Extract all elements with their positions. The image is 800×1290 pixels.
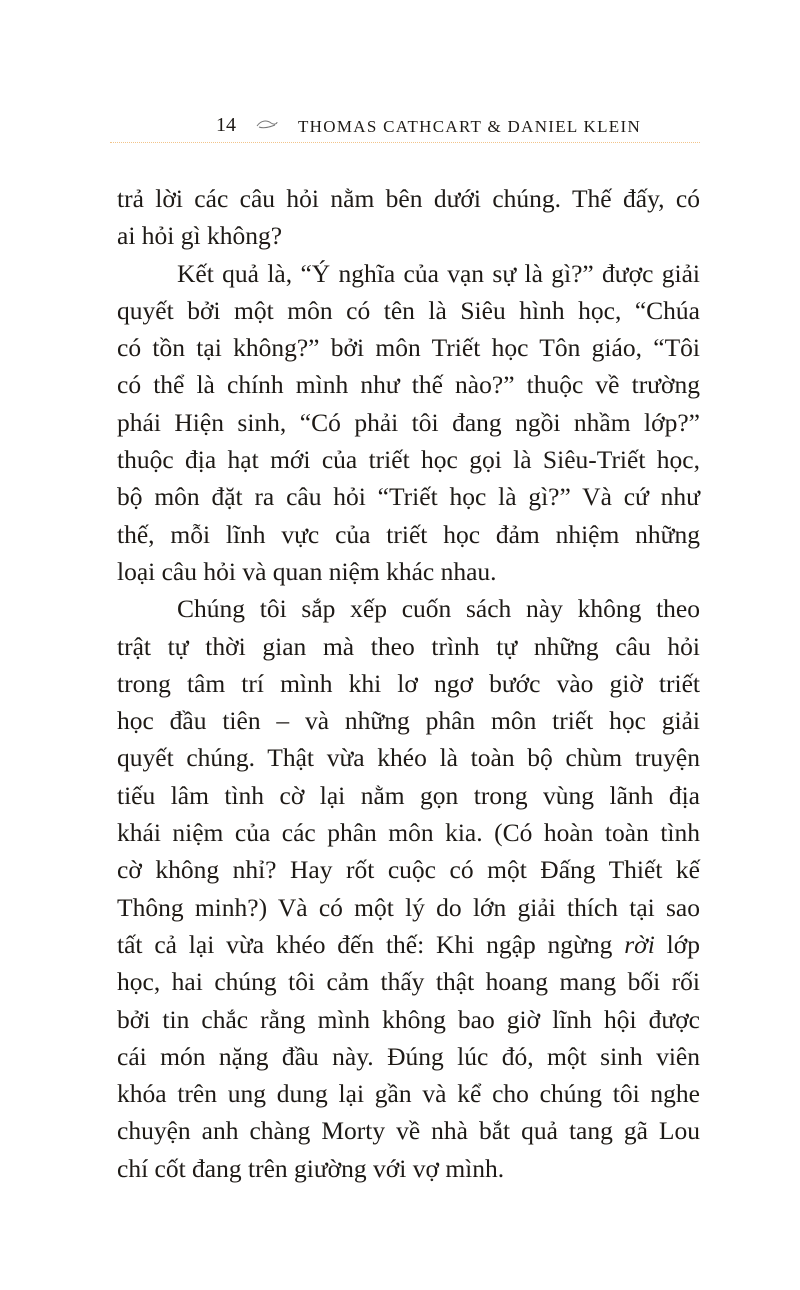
text-line: phái Hiện sinh, “Có phải tôi đang ngồi nhầm lớp?” [117,407,700,437]
paragraph [117,590,700,1187]
text-line: thế, mỗi lĩnh vực của triết học đảm nhiệm những [117,519,700,549]
text-line: trong tâm trí mình khi lơ ngơ bước vào giờ triết [117,668,700,698]
text-line: chuyện anh chàng Morty về nhà bắt quả tang gã Lou [117,1116,700,1146]
text-line: Thông minh?) Và có một lý do lớn giải thích tại sao [117,892,700,922]
text-line: quyết bởi một môn có tên là Siêu hình học, “Chúa [117,295,700,325]
text-line: cờ không nhỉ? Hay rốt cuộc có một Đấng Thiết kế [117,855,700,885]
text-line: chí cốt đang trên giường với vợ mình. [117,1153,505,1183]
text-line: quyết chúng. Thật vừa khéo là toàn bộ chùm truyện [117,743,700,773]
text-line: bởi tin chắc rằng mình không bao giờ lĩnh hội được [117,1004,700,1034]
text-line: thuộc địa hạt mới của triết học gọi là Siêu-Triết học, [117,445,700,475]
running-title: THOMAS CATHCART & DANIEL KLEIN [298,117,642,136]
text-line: Chúng tôi sắp xếp cuốn sách này không theo [177,594,700,624]
text-line: có tồn tại không?” bởi môn Triết học Tôn giáo, “Tôi [117,333,700,363]
text-line: tiếu lâm tình cờ lại nằm gọn trong vùng lãnh địa [117,780,700,810]
text-line: trật tự thời gian mà theo trình tự những câu hỏi [117,631,700,661]
body-text [117,180,700,1187]
italic-word: rời [624,929,655,959]
text-line: khóa trên ung dung lại gần và kể cho chúng tôi nghe [117,1079,700,1109]
text-line: cái món nặng đầu này. Đúng lúc đó, một sinh viên [117,1041,700,1071]
text-line: học, hai chúng tôi cảm thấy thật hoang mang bối rối [117,967,700,997]
text-line: tất cả lại vừa khéo đến thế: Khi ngập ngừng rời lớp [117,929,700,959]
text-line: loại câu hỏi và quan niệm khác nhau. [117,556,497,586]
text-line: có thể là chính mình như thế nào?” thuộc về trường [117,370,700,400]
paragraph [117,180,700,255]
running-header [110,114,700,143]
text-line: ai hỏi gì không? [117,221,283,251]
text-line: bộ môn đặt ra câu hỏi “Triết học là gì?” Và cứ như [117,482,700,512]
page-number: 14 [216,114,236,136]
paragraph [117,255,700,591]
text-line: học đầu tiên – và những phân môn triết học giải [117,706,700,736]
text-line: Kết quả là, “Ý nghĩa của vạn sự là gì?” được giải [177,258,700,288]
text-line: khái niệm của các phân môn kia. (Có hoàn toàn tình [117,818,700,848]
ornament-icon [255,118,279,130]
text-line: trả lời các câu hỏi nằm bên dưới chúng. Thế đấy, có [117,184,700,213]
